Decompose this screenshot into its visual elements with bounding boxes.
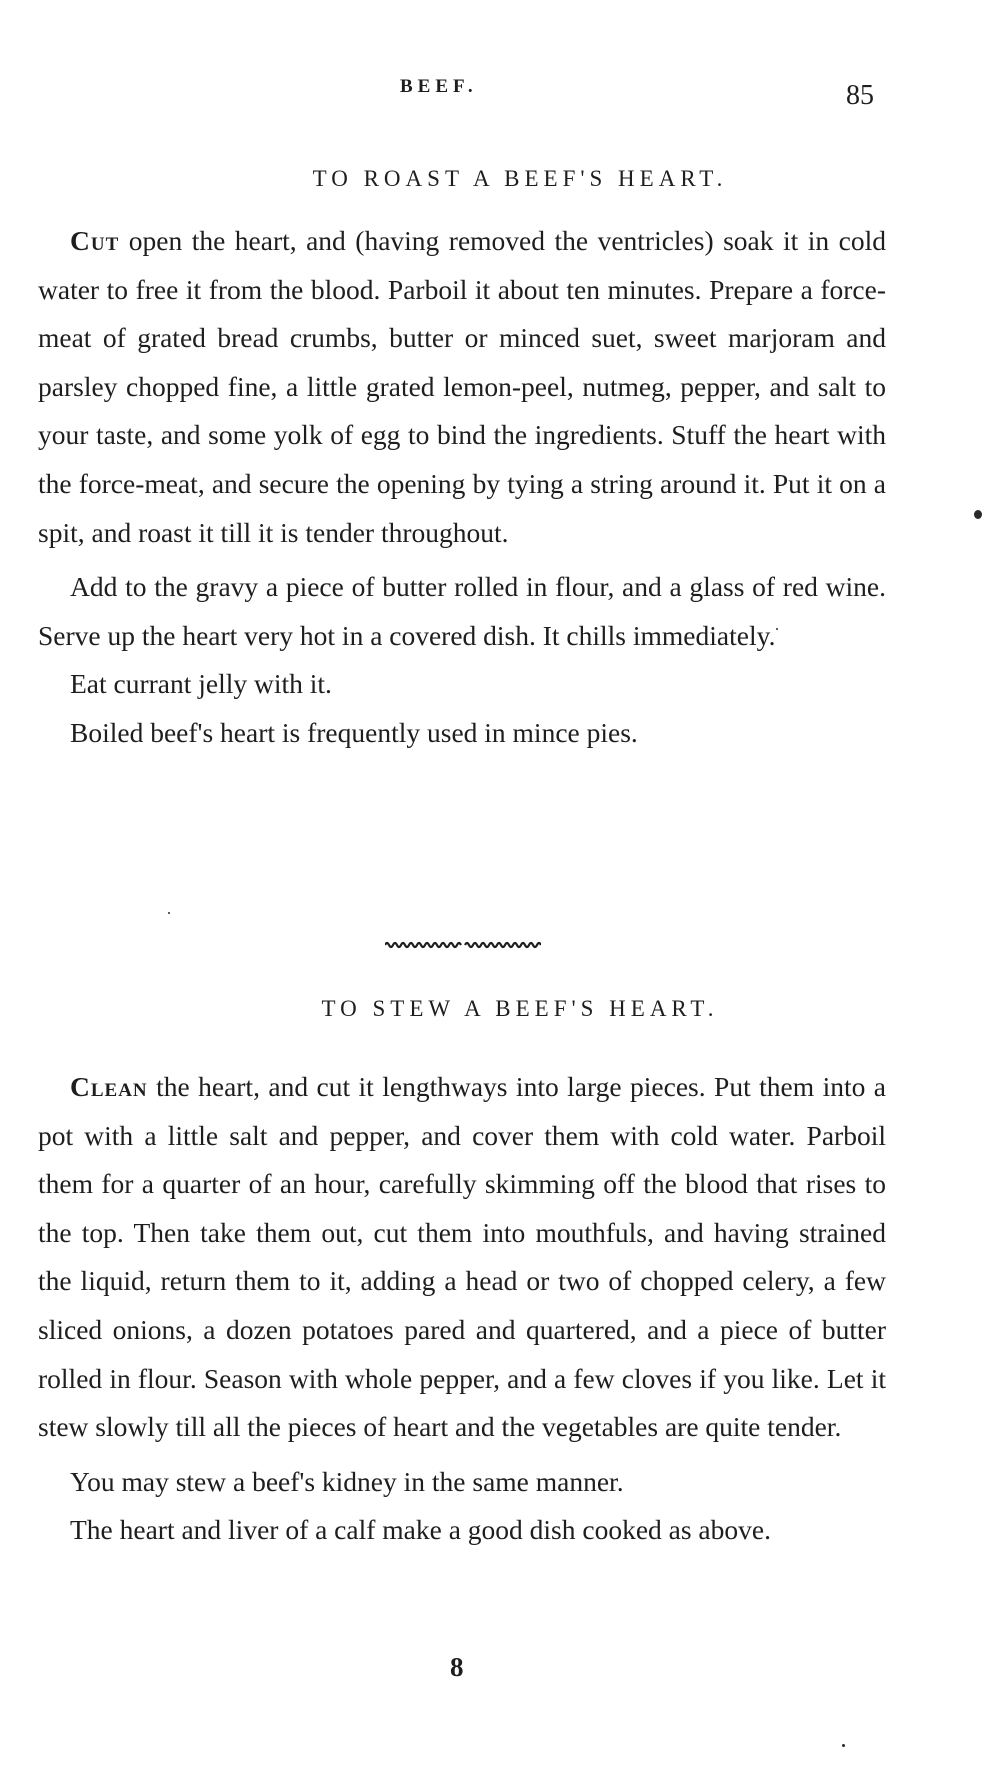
roast-lead-word: Cut bbox=[70, 225, 120, 256]
roast-paragraph-2: Add to the gravy a piece of butter rolled in flour, and a glass of red wine. Serve up the heart very hot in a covered dish. It chills immediately. bbox=[38, 571, 886, 651]
recipe-body-roast bbox=[38, 217, 886, 758]
stew-paragraph-2: You may stew a beef's kidney in the same manner. bbox=[70, 1465, 624, 1497]
recipe-title-stew: TO STEW A BEEF'S HEART. bbox=[321, 996, 719, 1021]
ink-speck bbox=[168, 912, 170, 914]
stew-paragraph-3: The heart and liver of a calf make a good dish cooked as above. bbox=[70, 1514, 771, 1546]
stew-paragraph-1 bbox=[38, 1063, 886, 1452]
roast-paragraph-1-text: open the heart, and (having removed the ventricles) soak it in cold water to free it from the blood. Parboil it about ten minutes. Prepare a force-meat of grated bread crumbs, butter or minced suet, sweet marjoram and parsley chopped fine, a little grated lemon-peel, nutmeg, pepper, and salt to your taste, and some yolk of egg to bind the ingredients. Stuff the heart with the force-meat, and secure the opening by tying a string around it. Put it on a spit, and roast it till it is tender throughout. bbox=[38, 225, 886, 548]
running-head bbox=[0, 72, 1000, 112]
roast-paragraph-4: Boiled beef's heart is frequently used in mince pies. bbox=[70, 716, 638, 748]
signature-mark: 8 bbox=[450, 1652, 464, 1682]
running-title: BEEF. bbox=[400, 76, 478, 97]
stew-lead-word: Clean bbox=[70, 1071, 148, 1102]
ink-speck bbox=[842, 1744, 845, 1747]
roast-paragraph-1 bbox=[38, 217, 886, 557]
roast-paragraph-3: Eat currant jelly with it. bbox=[70, 668, 332, 700]
recipe-body-stew bbox=[38, 1063, 886, 1555]
ink-speck bbox=[776, 628, 778, 630]
recipe-title-roast: TO ROAST A BEEF'S HEART. bbox=[312, 166, 728, 191]
page-number: 85 bbox=[846, 80, 874, 111]
stew-paragraph-1-text: the heart, and cut it lengthways into large pieces. Put them into a pot with a little salt and pepper, and cover them with cold water. Parboil them for a quarter of an hour, carefully skimming off the blood that rises to the top. Then take them out, cut them into mouthfuls, and having strained the liquid, return them to it, adding a head or two of chopped celery, a few sliced onions, a dozen potatoes pared and quartered, and a piece of butter rolled in flour. Season with whole pepper, and a few cloves if you like. Let it stew slowly till all the pieces of heart and the vegetables are quite tender. bbox=[38, 1071, 886, 1443]
section-separator-ornament bbox=[385, 940, 541, 950]
ink-speck bbox=[974, 510, 982, 519]
